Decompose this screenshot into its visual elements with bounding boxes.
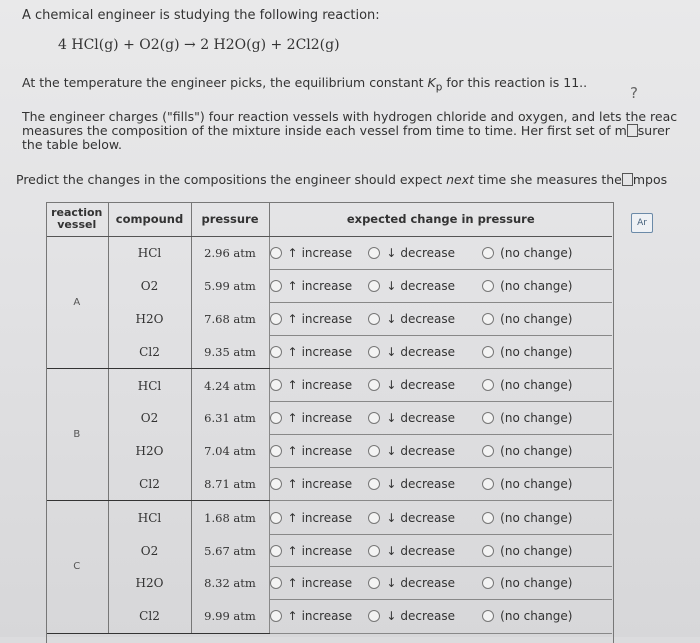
- radio-button[interactable]: [368, 346, 380, 358]
- cursor-box-icon: [627, 124, 638, 137]
- equilibrium-constant-text: [22, 75, 587, 94]
- radio-button[interactable]: [368, 478, 380, 490]
- no-change-label: (no change): [500, 345, 573, 360]
- change-options: [269, 369, 612, 402]
- increase-label: increase: [301, 543, 353, 558]
- compound-cell: Cl2: [108, 600, 191, 633]
- decrease-option[interactable]: [368, 345, 478, 359]
- decrease-label: decrease: [400, 609, 456, 624]
- increase-option[interactable]: [270, 477, 365, 491]
- down-arrow-icon: ↓: [386, 246, 397, 261]
- increase-option[interactable]: [270, 609, 365, 623]
- no-change-option[interactable]: [482, 279, 572, 293]
- para-line-3: the table below.: [22, 137, 122, 152]
- radio-button[interactable]: [482, 445, 494, 457]
- radio-button[interactable]: [482, 247, 494, 259]
- radio-button[interactable]: [270, 247, 282, 259]
- radio-button[interactable]: [368, 379, 380, 391]
- table-row: [46, 335, 612, 368]
- pressure-cell: 5.99 atm: [191, 270, 269, 303]
- decrease-label: decrease: [400, 510, 456, 525]
- compound-cell: HCl: [108, 501, 191, 534]
- compound-cell: H2O: [108, 303, 191, 336]
- no-change-label: (no change): [500, 378, 573, 393]
- change-options: [269, 237, 612, 270]
- up-arrow-icon: ↑: [287, 543, 298, 558]
- no-change-label: (no change): [500, 576, 573, 591]
- radio-button[interactable]: [270, 577, 282, 589]
- radio-button[interactable]: [270, 610, 282, 622]
- no-change-option[interactable]: [482, 511, 572, 525]
- radio-button[interactable]: [270, 313, 282, 325]
- table-row: [46, 468, 612, 501]
- pressure-cell: 8.32 atm: [191, 567, 269, 600]
- kp-subscript: p: [435, 81, 443, 94]
- up-arrow-icon: ↑: [287, 477, 298, 492]
- header-compound: compound: [108, 202, 191, 237]
- decrease-label: decrease: [400, 378, 456, 393]
- radio-button[interactable]: [482, 610, 494, 622]
- kp-text-after: for this reaction is 11..: [446, 75, 588, 90]
- increase-option[interactable]: [270, 279, 365, 293]
- increase-label: increase: [301, 477, 353, 492]
- change-options: [269, 567, 612, 600]
- decrease-option[interactable]: [368, 411, 478, 425]
- no-change-option[interactable]: [482, 312, 572, 326]
- pressure-cell: 2.96 atm: [191, 237, 269, 270]
- reaction-equation: [58, 37, 340, 53]
- down-arrow-icon: ↓: [386, 510, 397, 525]
- decrease-option[interactable]: [368, 576, 478, 590]
- vessel-label: A: [46, 237, 108, 369]
- compound-cell: HCl: [108, 369, 191, 402]
- radio-button[interactable]: [368, 280, 380, 292]
- no-change-option[interactable]: [482, 477, 572, 491]
- intro-text: A chemical engineer is studying the following reaction:: [22, 8, 380, 23]
- change-options: [269, 534, 612, 567]
- increase-option[interactable]: [270, 444, 365, 458]
- down-arrow-icon: ↓: [386, 543, 397, 558]
- radio-button[interactable]: [482, 379, 494, 391]
- decrease-option[interactable]: [368, 246, 478, 260]
- radio-button[interactable]: [368, 577, 380, 589]
- no-change-label: (no change): [500, 279, 573, 294]
- decrease-option[interactable]: [368, 312, 478, 326]
- change-options: [269, 435, 612, 468]
- radio-button[interactable]: [482, 478, 494, 490]
- up-arrow-icon: ↑: [287, 444, 298, 459]
- radio-button[interactable]: [270, 346, 282, 358]
- pressure-cell: 6.31 atm: [191, 402, 269, 435]
- radio-button[interactable]: [482, 280, 494, 292]
- radio-button[interactable]: [482, 412, 494, 424]
- pressure-cell: 8.71 atm: [191, 468, 269, 501]
- up-arrow-icon: ↑: [287, 279, 298, 294]
- equation-rhs: 2 H2O(g) + 2Cl2(g): [200, 37, 340, 53]
- table-row: [46, 600, 612, 633]
- increase-option[interactable]: [270, 411, 365, 425]
- decrease-option[interactable]: [368, 511, 478, 525]
- radio-button[interactable]: [270, 445, 282, 457]
- no-change-label: (no change): [500, 411, 573, 426]
- down-arrow-icon: ↓: [386, 378, 397, 393]
- increase-option[interactable]: [270, 511, 365, 525]
- radio-button[interactable]: [368, 610, 380, 622]
- radio-button[interactable]: [270, 478, 282, 490]
- no-change-label: (no change): [500, 609, 573, 624]
- increase-option[interactable]: [270, 345, 365, 359]
- help-icon[interactable]: ?: [630, 84, 638, 102]
- table-row: [46, 567, 612, 600]
- radio-button[interactable]: [482, 512, 494, 524]
- equation-arrow: →: [184, 37, 196, 53]
- equation-lhs: 4 HCl(g) + O2(g): [58, 37, 180, 53]
- pressure-cell: 5.67 atm: [191, 534, 269, 567]
- pressure-cell: 7.04 atm: [191, 435, 269, 468]
- no-change-option[interactable]: [482, 378, 572, 392]
- no-change-label: (no change): [500, 543, 573, 558]
- up-arrow-icon: ↑: [287, 345, 298, 360]
- compound-cell: H2O: [108, 567, 191, 600]
- up-arrow-icon: ↑: [287, 378, 298, 393]
- radio-button[interactable]: [482, 346, 494, 358]
- increase-label: increase: [301, 411, 353, 426]
- increase-option[interactable]: [270, 544, 365, 558]
- down-arrow-icon: ↓: [386, 576, 397, 591]
- no-change-option[interactable]: [482, 246, 572, 260]
- increase-label: increase: [301, 378, 353, 393]
- down-arrow-icon: ↓: [386, 345, 397, 360]
- table-row: [46, 435, 612, 468]
- no-change-option[interactable]: [482, 576, 572, 590]
- decrease-label: decrease: [400, 444, 456, 459]
- decrease-option[interactable]: [368, 609, 478, 623]
- cursor-box-icon: [622, 173, 633, 186]
- prediction-table: [46, 202, 612, 634]
- periodic-table-button[interactable]: Ar: [631, 213, 653, 233]
- header-vessel: reaction vessel: [46, 202, 108, 237]
- increase-option[interactable]: [270, 246, 365, 260]
- increase-label: increase: [301, 444, 353, 459]
- radio-button[interactable]: [368, 512, 380, 524]
- pressure-cell: 9.99 atm: [191, 600, 269, 633]
- compound-cell: O2: [108, 534, 191, 567]
- increase-label: increase: [301, 576, 353, 591]
- increase-option[interactable]: [270, 312, 365, 326]
- increase-label: increase: [301, 311, 353, 326]
- change-options: [269, 303, 612, 336]
- header-pressure: pressure: [191, 202, 269, 237]
- table-row: [46, 402, 612, 435]
- change-options: [269, 600, 612, 633]
- vessel-label: C: [46, 501, 108, 633]
- radio-button[interactable]: [270, 545, 282, 557]
- decrease-option[interactable]: [368, 477, 478, 491]
- change-options: [269, 270, 612, 303]
- increase-label: increase: [301, 246, 353, 261]
- no-change-option[interactable]: [482, 544, 572, 558]
- change-options: [269, 335, 612, 368]
- compound-cell: O2: [108, 402, 191, 435]
- increase-option[interactable]: [270, 378, 365, 392]
- no-change-option[interactable]: [482, 609, 572, 623]
- up-arrow-icon: ↑: [287, 311, 298, 326]
- increase-label: increase: [301, 345, 353, 360]
- no-change-label: (no change): [500, 477, 573, 492]
- kp-symbol: K: [427, 75, 436, 90]
- radio-button[interactable]: [482, 545, 494, 557]
- increase-label: increase: [301, 279, 353, 294]
- compound-cell: HCl: [108, 237, 191, 270]
- table-row: [46, 369, 612, 402]
- decrease-label: decrease: [400, 543, 456, 558]
- table-row: [46, 270, 612, 303]
- no-change-option[interactable]: [482, 345, 572, 359]
- para-line-1: The engineer charges ("fills") four reaction vessels with hydrogen chloride and oxygen, and lets the reac: [22, 109, 678, 124]
- decrease-label: decrease: [400, 311, 456, 326]
- decrease-option[interactable]: [368, 444, 478, 458]
- decrease-option[interactable]: [368, 378, 478, 392]
- no-change-label: (no change): [500, 510, 573, 525]
- header-expected-change: expected change in pressure: [269, 202, 612, 237]
- radio-button[interactable]: [368, 313, 380, 325]
- pressure-cell: 4.24 atm: [191, 369, 269, 402]
- no-change-label: (no change): [500, 311, 573, 326]
- table-row: [46, 534, 612, 567]
- change-options: [269, 402, 612, 435]
- decrease-label: decrease: [400, 279, 456, 294]
- down-arrow-icon: ↓: [386, 411, 397, 426]
- table-row: [46, 237, 612, 270]
- up-arrow-icon: ↑: [287, 246, 298, 261]
- radio-button[interactable]: [368, 545, 380, 557]
- down-arrow-icon: ↓: [386, 609, 397, 624]
- vessel-label: B: [46, 369, 108, 501]
- problem-description: [22, 110, 700, 152]
- no-change-label: (no change): [500, 246, 573, 261]
- compound-cell: Cl2: [108, 468, 191, 501]
- up-arrow-icon: ↑: [287, 576, 298, 591]
- radio-button[interactable]: [270, 379, 282, 391]
- pressure-cell: 9.35 atm: [191, 335, 269, 368]
- up-arrow-icon: ↑: [287, 510, 298, 525]
- radio-button[interactable]: [368, 247, 380, 259]
- decrease-label: decrease: [400, 576, 456, 591]
- down-arrow-icon: ↓: [386, 311, 397, 326]
- radio-button[interactable]: [270, 512, 282, 524]
- change-options: [269, 501, 612, 534]
- radio-button[interactable]: [368, 412, 380, 424]
- pressure-cell: 1.68 atm: [191, 501, 269, 534]
- increase-option[interactable]: [270, 576, 365, 590]
- decrease-label: decrease: [400, 246, 456, 261]
- radio-button[interactable]: [368, 445, 380, 457]
- compound-cell: Cl2: [108, 335, 191, 368]
- predict-instruction: Predict the changes in the compositions the engineer should expect next time she measures the mpos: [16, 172, 668, 187]
- radio-button[interactable]: [482, 313, 494, 325]
- decrease-label: decrease: [400, 411, 456, 426]
- down-arrow-icon: ↓: [386, 279, 397, 294]
- compound-cell: O2: [108, 270, 191, 303]
- pressure-cell: 7.68 atm: [191, 303, 269, 336]
- up-arrow-icon: ↑: [287, 609, 298, 624]
- para-line-2: measures the composition of the mixture inside each vessel from time to time. Her first set of m surer: [22, 123, 670, 138]
- down-arrow-icon: ↓: [386, 444, 397, 459]
- compound-cell: H2O: [108, 435, 191, 468]
- table-row: [46, 501, 612, 534]
- decrease-label: decrease: [400, 345, 456, 360]
- no-change-option[interactable]: [482, 444, 572, 458]
- table-row: [46, 303, 612, 336]
- radio-button[interactable]: [270, 280, 282, 292]
- decrease-label: decrease: [400, 477, 456, 492]
- down-arrow-icon: ↓: [386, 477, 397, 492]
- increase-label: increase: [301, 510, 353, 525]
- no-change-option[interactable]: [482, 411, 572, 425]
- increase-label: increase: [301, 609, 353, 624]
- change-options: [269, 468, 612, 501]
- decrease-option[interactable]: [368, 279, 478, 293]
- no-change-label: (no change): [500, 444, 573, 459]
- radio-button[interactable]: [270, 412, 282, 424]
- up-arrow-icon: ↑: [287, 411, 298, 426]
- kp-text-before: At the temperature the engineer picks, the equilibrium constant: [22, 75, 424, 90]
- decrease-option[interactable]: [368, 544, 478, 558]
- radio-button[interactable]: [482, 577, 494, 589]
